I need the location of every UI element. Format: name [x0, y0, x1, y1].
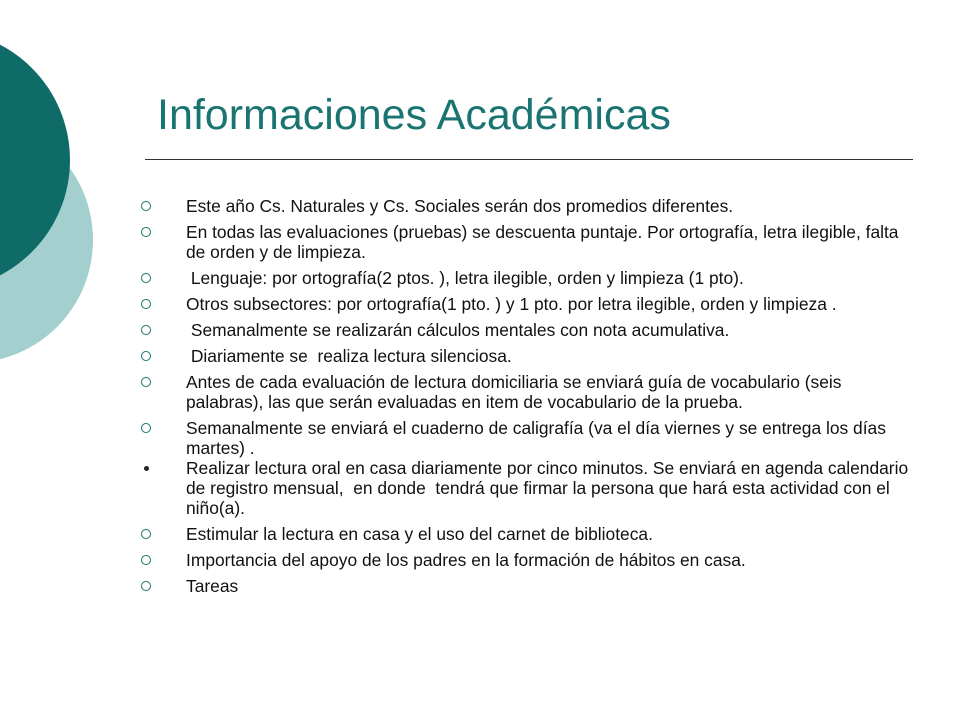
bullet-text: Tareas — [186, 576, 239, 596]
bullet-text: Semanalmente se enviará el cuaderno de caligrafía (va el día viernes y se entrega los días martes) . — [186, 418, 891, 458]
bullet-item — [131, 524, 911, 544]
bullet-text: Realizar lectura oral en casa diariamente por cinco minutos. Se enviará en agenda calendario de registro mensual, en donde tendrá que firmar la persona que hará esta actividad con el niño(a). — [186, 458, 913, 518]
bullet-text: Diariamente se realiza lectura silenciosa. — [186, 346, 512, 366]
bullet-text: Estimular la lectura en casa y el uso del carnet de biblioteca. — [186, 524, 653, 544]
ring-bullet-icon — [131, 372, 161, 392]
bullet-item — [131, 346, 911, 366]
ring-bullet-icon — [131, 196, 161, 216]
ring-bullet-icon — [131, 320, 161, 340]
bullet-item — [131, 268, 911, 288]
title-divider — [145, 159, 913, 160]
ring-bullet-icon — [131, 268, 161, 288]
slide-title: Informaciones Académicas — [157, 91, 671, 139]
bullet-item — [131, 372, 911, 412]
bullet-item — [131, 320, 911, 340]
ring-bullet-icon — [131, 418, 161, 438]
bullet-item — [131, 196, 911, 216]
bullet-text: Lenguaje: por ortografía(2 ptos. ), letra ilegible, orden y limpieza (1 pto). — [186, 268, 744, 288]
ring-bullet-icon — [131, 294, 161, 314]
ring-bullet-icon — [131, 550, 161, 570]
bullet-text: En todas las evaluaciones (pruebas) se descuenta puntaje. Por ortografía, letra ilegible, falta de orden y de limpieza. — [186, 222, 904, 262]
bullet-item — [131, 294, 911, 314]
bullet-text: Antes de cada evaluación de lectura domiciliaria se enviará guía de vocabulario (seis palabras), las que serán evaluadas en item de vocabulario de la prueba. — [186, 372, 847, 412]
ring-bullet-icon — [131, 524, 161, 544]
bullet-item — [131, 418, 911, 458]
bullet-item — [131, 458, 911, 518]
ring-bullet-icon — [131, 576, 161, 596]
bullet-item — [131, 576, 911, 596]
ring-bullet-icon — [131, 346, 161, 366]
bullet-item — [131, 550, 911, 570]
bullet-item — [131, 222, 911, 262]
bullet-text: Este año Cs. Naturales y Cs. Sociales serán dos promedios diferentes. — [186, 196, 734, 216]
bullet-text: Semanalmente se realizarán cálculos mentales con nota acumulativa. — [186, 320, 730, 340]
dot-bullet-icon — [131, 458, 161, 478]
bullet-list — [131, 196, 911, 602]
ring-bullet-icon — [131, 222, 161, 242]
bullet-text: Importancia del apoyo de los padres en la formación de hábitos en casa. — [186, 550, 746, 570]
decorative-circles — [0, 0, 120, 400]
bullet-text: Otros subsectores: por ortografía(1 pto. ) y 1 pto. por letra ilegible, orden y limpieza . — [186, 294, 837, 314]
